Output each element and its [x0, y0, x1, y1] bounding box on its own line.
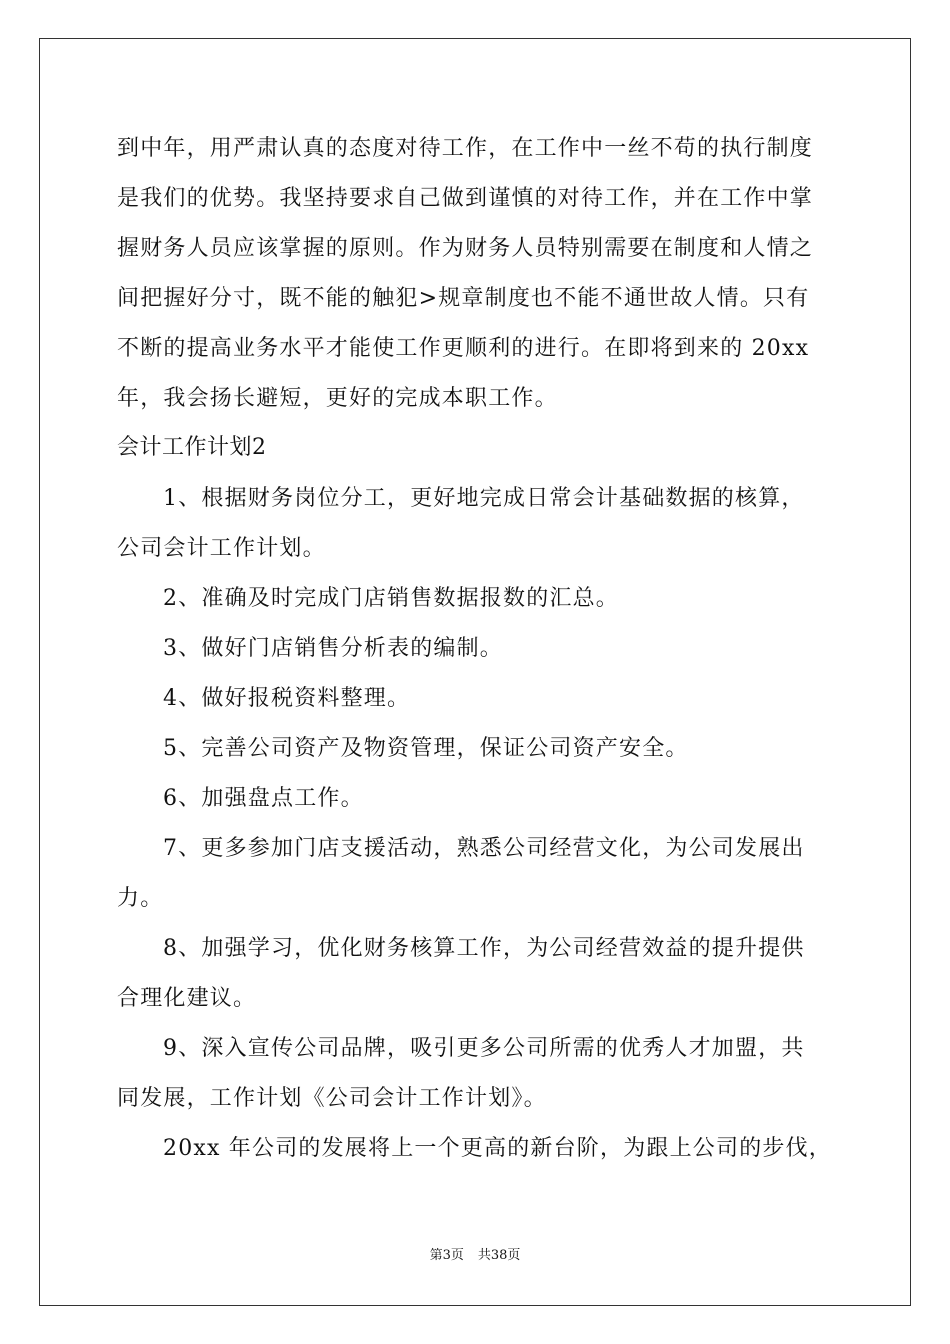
- page-number: 第3页: [429, 1248, 464, 1263]
- list-item-5: 5、完善公司资产及物资管理，保证公司资产安全。: [163, 736, 689, 761]
- page-total: 共38页: [477, 1248, 521, 1263]
- body-line-5: 不断的提高业务水平才能使工作更顺利的进行。在即将到来的 20xx: [117, 336, 810, 361]
- list-item-6: 6、加强盘点工作。: [163, 786, 364, 811]
- list-item-7-continued: 力。: [117, 886, 164, 911]
- body-line-6: 年，我会扬长避短，更好的完成本职工作。: [117, 386, 558, 411]
- list-item-7: 7、更多参加门店支援活动，熟悉公司经营文化，为公司发展出: [163, 836, 805, 861]
- list-item-1: 1、根据财务岗位分工，更好地完成日常会计基础数据的核算，: [163, 486, 805, 511]
- body-line-1: 到中年，用严肃认真的态度对待工作，在工作中一丝不苟的执行制度: [117, 136, 814, 161]
- body-line-4: 间把握好分寸，既不能的触犯>规章制度也不能不通世故人情。只有: [117, 286, 810, 311]
- page-border: [39, 38, 911, 1306]
- section-title: 会计工作计划2: [117, 435, 267, 460]
- list-item-8-continued: 合理化建议。: [117, 986, 257, 1011]
- list-item-9-continued: 同发展，工作计划《公司会计工作计划》。: [117, 1086, 547, 1111]
- list-item-4: 4、做好报税资料整理。: [163, 686, 411, 711]
- list-item-9: 9、深入宣传公司品牌，吸引更多公司所需的优秀人才加盟，共: [163, 1036, 805, 1061]
- list-item-3: 3、做好门店销售分析表的编制。: [163, 636, 503, 661]
- body-line-2: 是我们的优势。我坚持要求自己做到谨慎的对待工作，并在工作中掌: [117, 186, 814, 211]
- list-item-8: 8、加强学习，优化财务核算工作，为公司经营效益的提升提供: [163, 936, 805, 961]
- list-item-2: 2、准确及时完成门店销售数据报数的汇总。: [163, 586, 619, 611]
- body-line-3: 握财务人员应该掌握的原则。作为财务人员特别需要在制度和人情之: [117, 236, 814, 261]
- closing-paragraph-line: 20xx 年公司的发展将上一个更高的新台阶，为跟上公司的步伐，: [163, 1136, 833, 1161]
- page-footer: [0, 1247, 950, 1265]
- list-item-1-continued: 公司会计工作计划。: [117, 536, 326, 561]
